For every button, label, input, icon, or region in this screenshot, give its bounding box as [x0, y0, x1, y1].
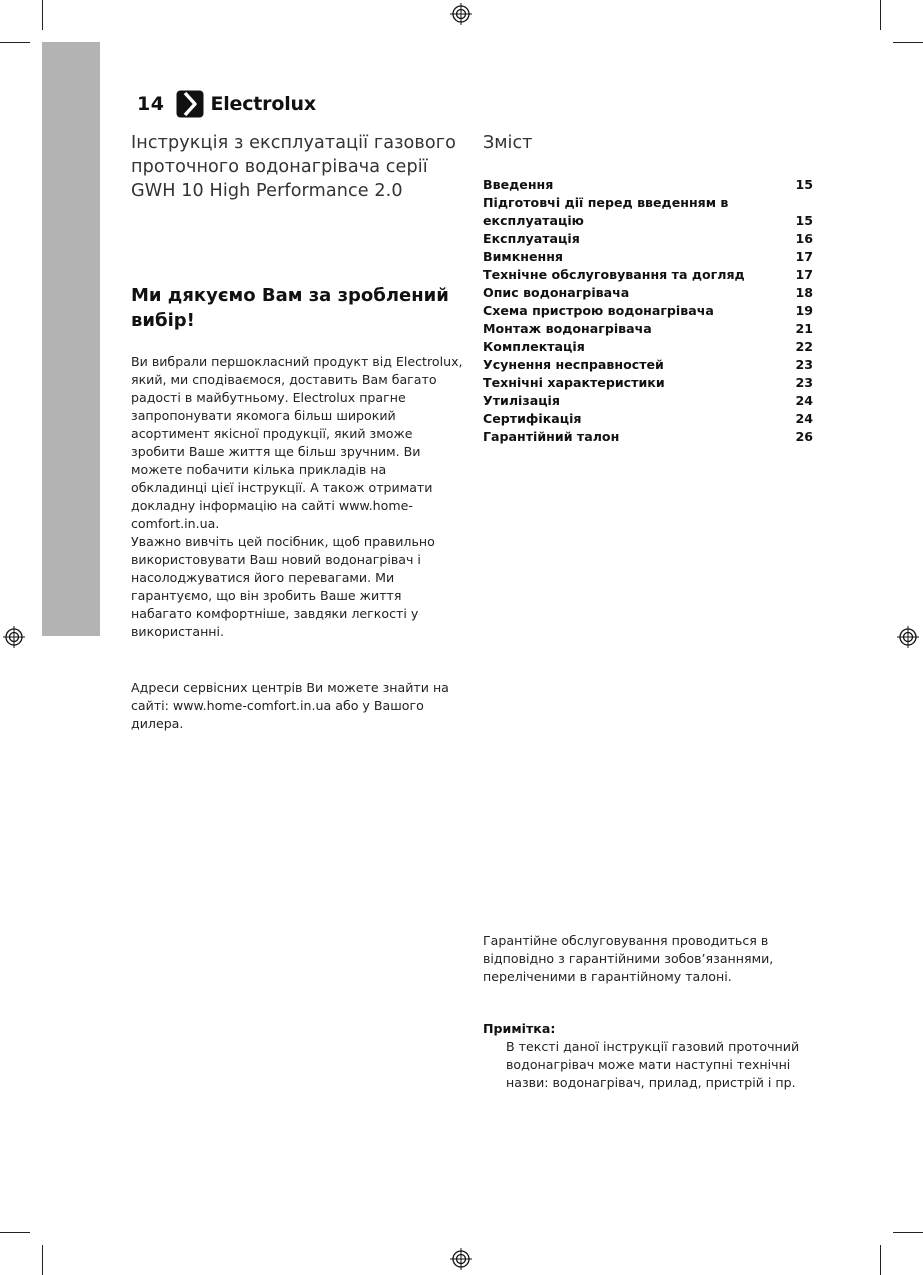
toc-item-label: Технічне обслуговування та догляд	[483, 267, 745, 282]
toc-item-page: 17	[795, 267, 813, 282]
toc-item[interactable]	[483, 248, 813, 266]
toc-item-page: 22	[795, 339, 813, 354]
toc-item-label: Гарантійний талон	[483, 429, 620, 444]
crop-mark	[893, 42, 923, 43]
toc-item[interactable]	[483, 302, 813, 320]
intro-paragraph: Ви вибрали першокласний продукт від Electrolux, який, ми сподіваємося, доставить Вам багато радості в майбутньому. Electrolux прагне запропонувати якомога більш широкий асортимент якісної продукції, який зможе зробити Ваше життя ще більш зручним. Ви можете побачити кілька прикладів на обкладинці цієї інструкції. А також отримати докладну інформацію на сайті www.home-comfort.in.ua.	[131, 354, 463, 531]
toc-item-page: 23	[795, 357, 813, 372]
toc-item[interactable]	[483, 266, 813, 284]
toc-item-label: Монтаж водонагрівача	[483, 321, 652, 336]
toc-item-page: 16	[795, 231, 813, 246]
crop-mark	[42, 0, 43, 30]
toc-item-label: Сертифікація	[483, 411, 582, 426]
thanks-heading: Ми дякуємо Вам за зроблений вибір!	[131, 285, 449, 331]
note-heading: Примітка:	[483, 1021, 556, 1036]
intro-text	[131, 353, 466, 641]
toc-item-page: 18	[795, 285, 813, 300]
warranty-text: Гарантійне обслуговування проводиться в відповідно з гарантійними зобов’язаннями, переліченими в гарантійному талоні.	[483, 933, 774, 984]
toc-item[interactable]	[483, 320, 813, 338]
toc-item-page: 23	[795, 375, 813, 390]
toc-item[interactable]	[483, 284, 813, 302]
toc-item[interactable]	[483, 338, 813, 356]
crop-mark	[880, 0, 881, 30]
toc-item-page: 19	[795, 303, 813, 318]
note-body: В тексті даної інструкції газовий проточний водонагрівач може мати наступні технічні назви: водонагрівач, прилад, пристрій і пр.	[506, 1039, 800, 1090]
toc-item-label: Опис водонагрівача	[483, 285, 630, 300]
toc-item-label: Введення	[483, 177, 554, 192]
registration-mark-icon	[450, 1248, 472, 1270]
intro-paragraph: Уважно вивчіть цей посібник, щоб правильно використовувати Ваш новий водонагрівач і насолоджуватися його перевагами. Ми гарантуємо, що він зробить Ваше життя набагато комфортніше, завдяки легкості у використанні.	[131, 534, 435, 639]
toc-item-label: Технічні характеристики	[483, 375, 665, 390]
toc-item-label: Підготовчі дії перед введенням в експлуатацію	[483, 195, 729, 228]
registration-mark-icon	[450, 3, 472, 25]
toc-item-page: 24	[795, 393, 813, 408]
toc-item-label: Утилізація	[483, 393, 560, 408]
crop-mark	[880, 1245, 881, 1275]
toc-item[interactable]	[483, 428, 813, 446]
registration-mark-icon	[3, 626, 25, 648]
toc-item-label: Експлуатація	[483, 231, 580, 246]
crop-mark	[42, 1245, 43, 1275]
toc-item-label: Вимкнення	[483, 249, 563, 264]
toc-item[interactable]	[483, 176, 813, 194]
toc-item-page: 26	[795, 429, 813, 444]
page-number: 14	[137, 93, 165, 115]
page-header	[137, 89, 316, 119]
crop-mark	[0, 42, 30, 43]
side-tab-band	[42, 42, 100, 636]
toc-item-page: 17	[795, 249, 813, 264]
registration-mark-icon	[897, 626, 919, 648]
electrolux-logo-icon	[176, 90, 204, 118]
toc-title: Зміст	[483, 133, 533, 153]
toc-item-page: 21	[795, 321, 813, 336]
service-addresses-text: Адреси сервісних центрів Ви можете знайти на сайті: www.home-comfort.in.ua або у Вашого дилера.	[131, 680, 449, 731]
toc-item-label: Комплектація	[483, 339, 585, 354]
document-title: Інструкція з експлуатації газового проточного водонагрівача серії GWH 10 High Performance 2.0	[131, 133, 456, 201]
toc-item-page: 15	[795, 177, 813, 192]
toc-item[interactable]	[483, 410, 813, 428]
toc-item[interactable]	[483, 230, 813, 248]
toc-item-page: 24	[795, 411, 813, 426]
toc-item-page: 15	[795, 213, 813, 228]
toc-item-label: Усунення несправностей	[483, 357, 664, 372]
toc-item[interactable]	[483, 392, 813, 410]
toc-item[interactable]	[483, 374, 813, 392]
table-of-contents	[483, 176, 813, 446]
crop-mark	[0, 1232, 30, 1233]
toc-item[interactable]	[483, 194, 813, 230]
toc-item[interactable]	[483, 356, 813, 374]
brand-name: Electrolux	[210, 93, 316, 115]
crop-mark	[893, 1232, 923, 1233]
toc-item-label: Схема пристрою водонагрівача	[483, 303, 714, 318]
